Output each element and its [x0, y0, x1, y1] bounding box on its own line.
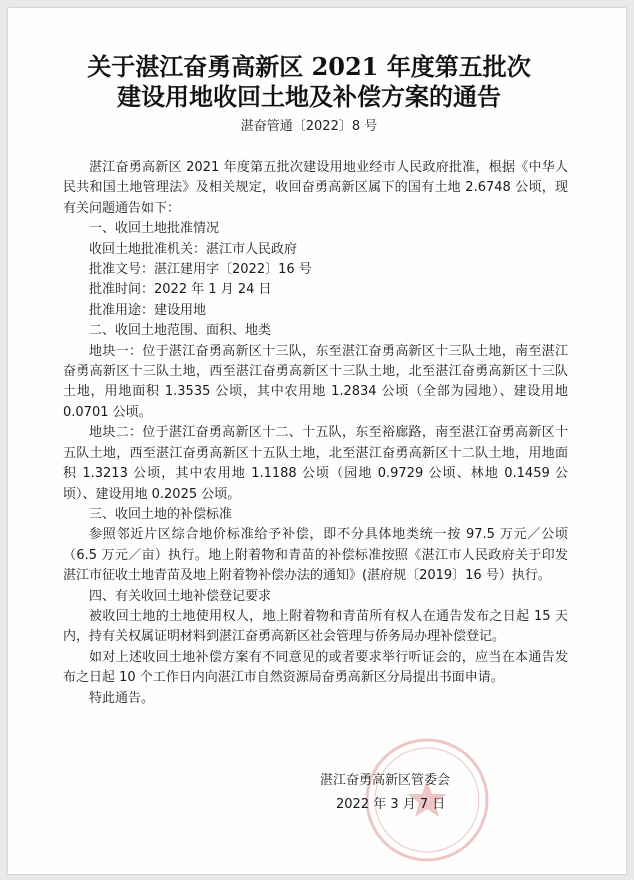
section-heading-4: 四、有关收回土地补偿登记要求 — [89, 588, 272, 604]
issuer-name: 湛江奋勇高新区管委会 — [320, 773, 451, 788]
hearing-request-paragraph: 如对上述收回土地补偿方案有不同意见的或者要求举行听证会的，应当在本通告发布之日起 10 个工作日内向湛江市自然资源局奋勇高新区分局提出书面申请。 — [63, 649, 568, 686]
parcel-two-paragraph: 地块二：位于湛江奋勇高新区十二、十五队，东至裕廊路，南至湛江奋勇高新区十五队土地，西至湛江奋勇高新区十五队土地，北至湛江奋勇高新区十二队土地，用地面积 1.3213 公顷，其中农用地 1.1188 公顷（园地 0.9729 公顷、林地 0.1459 公顷）、建设用地 0.2025 公顷。 — [63, 425, 568, 502]
approval-date: 批准时间：2022 年 1 月 24 日 — [89, 282, 272, 298]
registration-paragraph: 被收回土地的土地使用权人，地上附着物和青苗所有权人在通告发布之日起 15 天内，持有关权属证明材料到湛江奋勇高新区社会管理与侨务局办理补偿登记。 — [63, 608, 568, 645]
approval-doc-number: 批准文号：湛江建用字〔2022〕16 号 — [89, 262, 312, 278]
approval-purpose: 批准用途：建设用地 — [89, 302, 207, 318]
approval-authority: 收回土地批准机关：湛江市人民政府 — [89, 241, 298, 257]
document-number: 湛奋管通〔2022〕8 号 — [240, 119, 378, 134]
compensation-standard-paragraph: 参照邻近片区综合地价标准给予补偿，即不分具体地类统一按 97.5 万元／公顷（6.5 万元／亩）执行。地上附着物和青苗的补偿标准按照《湛江市人民政府关于印发湛江市征收土地青苗及地上附着物补偿办法的通知》(湛府规〔2019〕16 号）执行。 — [63, 527, 568, 584]
notice-title-line1: 关于湛江奋勇高新区 2021 年度第五批次 — [87, 52, 531, 81]
section-heading-1: 一、收回土地批准情况 — [89, 221, 220, 237]
issue-date: 2022 年 3 月 7 日 — [336, 797, 446, 812]
section-heading-3: 三、收回土地的补偿标准 — [89, 506, 233, 522]
section-heading-2: 二、收回土地范围、面积、地类 — [89, 323, 272, 339]
intro-paragraph: 湛江奋勇高新区 2021 年度第五批次建设用地业经市人民政府批准，根据《中华人民共和国土地管理法》及相关规定，收回奋勇高新区属下的国有土地 2.6748 公顷，现有关问题通告如下： — [63, 160, 568, 216]
parcel-one-paragraph: 地块一：位于湛江奋勇高新区十三队，东至湛江奋勇高新区十三队土地，南至湛江奋勇高新区十三队土地，西至湛江奋勇高新区十三队土地，北至湛江奋勇高新区十三队土地，用地面积 1.3535 公顷，其中农用地 1.2834 公顷（全部为园地）、建设用地 0.0701 公顷。 — [63, 343, 568, 420]
notice-title-line2: 建设用地收回土地及补偿方案的通告 — [117, 82, 501, 111]
notice-body — [63, 158, 568, 709]
closing-line: 特此通告。 — [89, 690, 155, 706]
